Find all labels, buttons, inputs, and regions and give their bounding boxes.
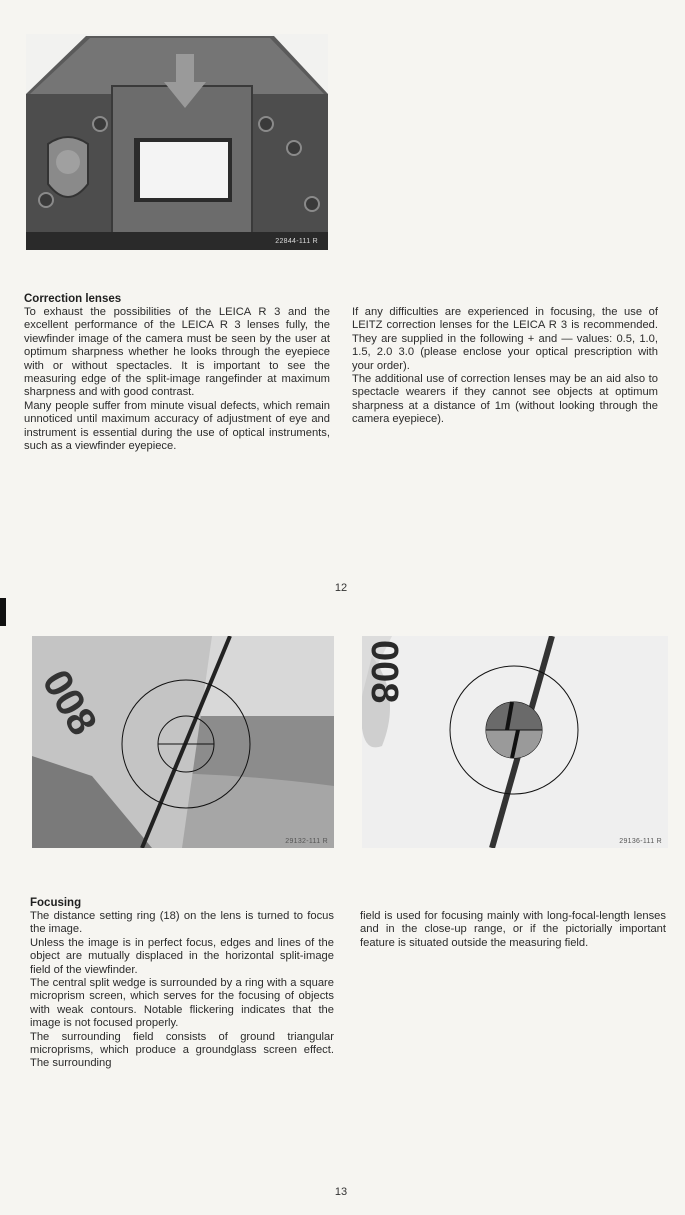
correction-lenses-left-column [24,292,330,453]
focusing-left-column [30,896,334,1071]
paragraph: To exhaust the possibilities of the LEICA R 3 and the excellent performance of the LEICA R 3 lenses fully, the viewfinder image of the camera must be seen by the user at optimum sharpness whether he looks through the eyepiece with or without spectacles. It is important to see the measuring edge of the split-image rangefinder at maximum sharpness and with good contrast. [24,306,330,399]
sail-number: 008 [33,662,106,743]
photo-code: 29136-111 R [619,838,662,845]
camera-viewfinder-photo [26,34,328,250]
focusing-photo-in-focus [362,636,668,848]
sail-illustration-right [362,636,668,848]
paragraph: Unless the image is in perfect focus, edges and lines of the object are mutually displaced in the horizontal split-image field of the viewfinder. [30,936,334,976]
page-number: 13 [334,1186,348,1198]
sail-illustration-left [32,636,334,848]
page-number: 12 [334,582,348,594]
camera-illustration [26,34,328,250]
focusing-right-column [360,910,666,950]
paragraph: If any difficulties are experienced in focusing, the use of LEITZ correction lenses for the LEICA R 3 is recommended. They are supplied in the following + and — values: 0.5, 1.0, 1.5, 2.0 3.0 (please enclose your optical prescription with your order). [352,306,658,372]
paragraph: field is used for focusing mainly with long-focal-length lenses and in the close-up range, or if the pictorially important feature is situated outside the measuring field. [360,910,666,949]
photo-code: 22844-111 R [275,238,318,245]
sail-number: 008 [363,640,405,704]
focusing-photo-out-of-focus [32,636,334,848]
paragraph: The central split wedge is surrounded by a ring with a square microprism screen, which serves for the focusing of objects with weak contours. Notable flickering indicates that the image is not focused properly. [30,977,334,1030]
paragraph: Many people suffer from minute visual defects, which remain unnoticed until maximum accuracy of adjustment of eye and instrument is essential during the use of optical instruments, such as a viewfinder eyepiece. [24,399,330,453]
section-heading: Focusing [30,897,82,909]
page-edge-shadow [0,598,6,626]
correction-lenses-right-column [352,306,658,427]
section-heading: Correction lenses [24,293,122,305]
paragraph: The additional use of correction lenses may be an aid also to spectacle wearers if they cannot see objects at optimum sharpness at a distance of 1m (without looking through the camera eyepiece). [352,373,658,426]
paragraph: The surrounding field consists of ground triangular microprisms, which produce a groundglass screen effect. The surrounding [30,1030,334,1070]
paragraph: The distance setting ring (18) on the lens is turned to focus the image. [30,910,334,936]
photo-code: 29132-111 R [285,838,328,845]
